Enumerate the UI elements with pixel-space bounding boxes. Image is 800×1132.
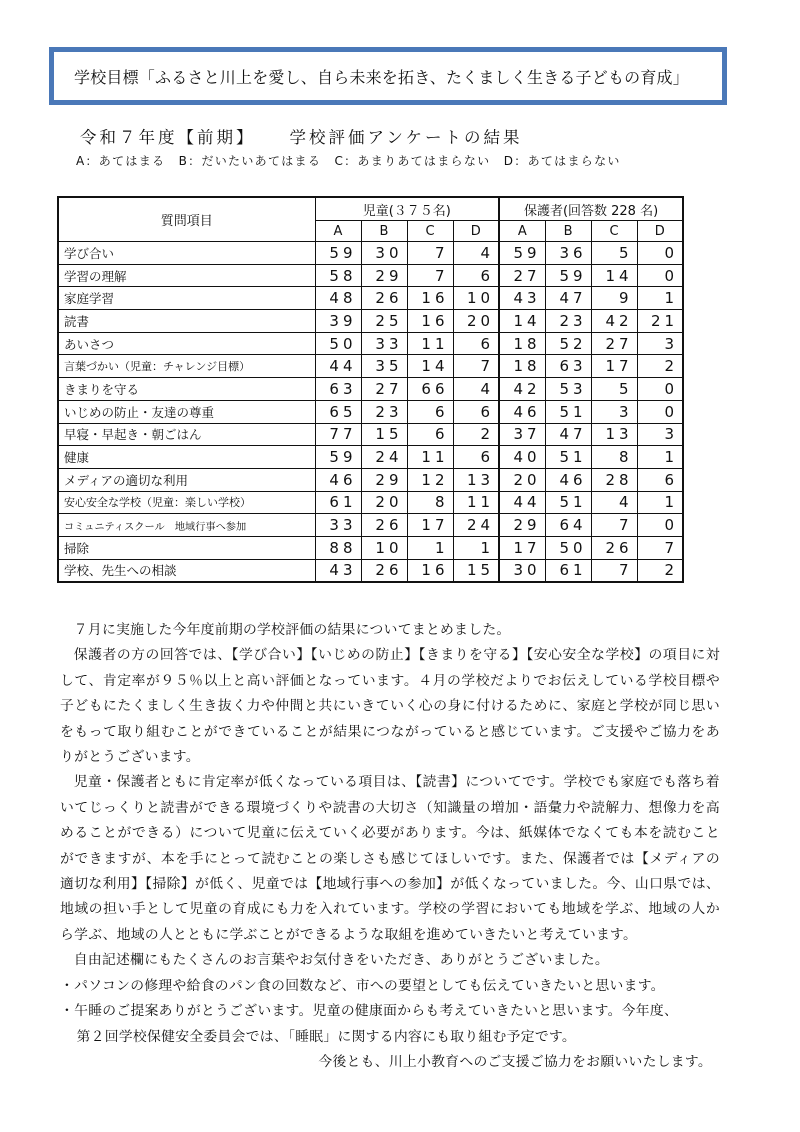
question-item: 読書 [58,310,315,333]
bullet-item: ・パソコンの修理や給食のパン食の回数など、市への要望としても伝えていきたいと思います。 [60,977,665,994]
parents-percent-cell: 1 [637,446,683,469]
children-percent-cell: 11 [407,332,453,355]
parents-percent-cell: 7 [637,536,683,559]
children-percent-cell: 88 [315,536,361,559]
children-percent-cell: 59 [315,446,361,469]
question-item: 学校、先生への相談 [58,559,315,582]
children-percent-cell: 26 [361,287,407,310]
item-column-header: 質問項目 [58,197,315,242]
parents-percent-cell: 21 [637,310,683,333]
table-row [58,491,683,514]
answer-letter-header: D [453,221,499,242]
children-percent-cell: 7 [407,264,453,287]
children-percent-cell: 6 [453,400,499,423]
children-percent-cell: 61 [315,491,361,514]
answer-letter-header: C [591,221,637,242]
children-percent-cell: 7 [407,242,453,265]
parents-percent-cell: 27 [591,332,637,355]
question-item: 学び合い [58,242,315,265]
children-percent-cell: 23 [361,400,407,423]
parents-percent-cell: 29 [499,514,545,537]
summary-text [60,618,720,1075]
table-row [58,310,683,333]
answer-letter-header: B [545,221,591,242]
answer-letter-header: A [499,221,545,242]
title-subject: 学校評価アンケートの結果 [289,128,523,147]
children-percent-cell: 6 [407,423,453,446]
parents-percent-cell: 53 [545,378,591,401]
children-percent-cell: 11 [453,491,499,514]
parents-percent-cell: 37 [499,423,545,446]
table-row [58,423,683,446]
children-percent-cell: 6 [453,264,499,287]
question-item: あいさつ [58,332,315,355]
parents-percent-cell: 17 [591,355,637,378]
children-percent-cell: 66 [407,378,453,401]
parents-percent-cell: 13 [591,423,637,446]
bullet-item: ・午睡のご提案ありがとうございます。児童の健康面からも考えていきたいと思います。今年度、 [60,1003,679,1020]
children-percent-cell: 58 [315,264,361,287]
children-percent-cell: 10 [453,287,499,310]
parents-percent-cell: 5 [591,242,637,265]
children-percent-cell: 12 [407,468,453,491]
answer-letter-header: D [637,221,683,242]
paragraph: 保護者の方の回答では、【学び合い】【いじめの防止】【きまりを守る】【安心安全な学校】の項目に対して、肯定率が９５％以上と高い評価となっています。４月の学校だよりでお伝えしている学校目標や子どもにたくましく生き抜く力や仲間と共にいきていく心の身に付けるために、家庭と学校が同じ思いをもって取り組むことができていることが結果につながっていると感じています。ご支援やご協力をありがとうございます。 [60,647,720,766]
children-percent-cell: 8 [407,491,453,514]
table-row [58,332,683,355]
parents-percent-cell: 42 [591,310,637,333]
children-percent-cell: 24 [361,446,407,469]
question-item: 早寝・早起き・朝ごはん [58,423,315,446]
parents-percent-cell: 51 [545,446,591,469]
children-percent-cell: 77 [315,423,361,446]
children-percent-cell: 29 [361,264,407,287]
answer-letter-header: A [315,221,361,242]
table-row [58,514,683,537]
table-row [58,287,683,310]
parents-percent-cell: 1 [637,491,683,514]
children-percent-cell: 44 [315,355,361,378]
question-item: コミュニティスクール 地域行事へ参加 [58,514,315,537]
children-percent-cell: 11 [407,446,453,469]
question-item: メディアの適切な利用 [58,468,315,491]
table-row [58,355,683,378]
parents-percent-cell: 52 [545,332,591,355]
paragraph: ７月に実施した今年度前期の学校評価の結果についてまとめました。 [73,622,511,638]
children-percent-cell: 59 [315,242,361,265]
parents-percent-cell: 43 [499,287,545,310]
parents-percent-cell: 0 [637,514,683,537]
children-percent-cell: 1 [407,536,453,559]
school-goal-banner [49,47,727,105]
parents-percent-cell: 27 [499,264,545,287]
question-item: きまりを守る [58,378,315,401]
children-percent-cell: 13 [453,468,499,491]
parents-percent-cell: 42 [499,378,545,401]
parents-percent-cell: 18 [499,332,545,355]
page-title [80,124,523,148]
parents-percent-cell: 28 [591,468,637,491]
results-body [58,242,683,583]
parents-percent-cell: 0 [637,264,683,287]
children-percent-cell: 20 [453,310,499,333]
children-percent-cell: 46 [315,468,361,491]
children-percent-cell: 4 [453,242,499,265]
children-percent-cell: 20 [361,491,407,514]
table-row [58,400,683,423]
school-goal-text: 学校目標「ふるさと川上を愛し、自ら未来を拓き、たくましく生きる子どもの育成」 [54,52,722,100]
parents-percent-cell: 1 [637,287,683,310]
parents-percent-cell: 5 [591,378,637,401]
children-group-header: 児童(３７５名) [315,197,499,221]
children-percent-cell: 15 [453,559,499,582]
parents-percent-cell: 7 [591,559,637,582]
parents-percent-cell: 50 [545,536,591,559]
parents-percent-cell: 6 [637,468,683,491]
parents-percent-cell: 3 [637,332,683,355]
parents-percent-cell: 8 [591,446,637,469]
answer-legend: A：あてはまる B：だいたいあてはまる C：あまりあてはまらない D：あてはまらない [76,154,621,168]
children-percent-cell: 50 [315,332,361,355]
children-percent-cell: 30 [361,242,407,265]
children-percent-cell: 2 [453,423,499,446]
children-percent-cell: 39 [315,310,361,333]
children-percent-cell: 17 [407,514,453,537]
children-percent-cell: 1 [453,536,499,559]
children-percent-cell: 16 [407,559,453,582]
parents-percent-cell: 17 [499,536,545,559]
question-item: 健康 [58,446,315,469]
children-percent-cell: 6 [407,400,453,423]
title-term: 令和７年度【前期】 [80,128,256,147]
parents-percent-cell: 64 [545,514,591,537]
parents-percent-cell: 14 [591,264,637,287]
parents-percent-cell: 51 [545,491,591,514]
parents-percent-cell: 47 [545,423,591,446]
children-percent-cell: 25 [361,310,407,333]
closing-line: 今後とも、川上小教育へのご支援ご協力をお願いいたします。 [318,1053,712,1070]
parents-percent-cell: 51 [545,400,591,423]
parents-percent-cell: 9 [591,287,637,310]
parents-percent-cell: 44 [499,491,545,514]
parents-percent-cell: 3 [591,400,637,423]
parents-percent-cell: 61 [545,559,591,582]
parents-percent-cell: 20 [499,468,545,491]
children-percent-cell: 26 [361,514,407,537]
children-percent-cell: 6 [453,332,499,355]
parents-percent-cell: 47 [545,287,591,310]
parents-percent-cell: 2 [637,559,683,582]
question-item: 言葉づかい（児童：チャレンジ目標） [58,355,315,378]
children-percent-cell: 16 [407,287,453,310]
children-percent-cell: 27 [361,378,407,401]
survey-results-table [57,196,684,583]
table-row [58,378,683,401]
parents-percent-cell: 30 [499,559,545,582]
children-percent-cell: 33 [361,332,407,355]
question-item: いじめの防止・友達の尊重 [58,400,315,423]
children-percent-cell: 6 [453,446,499,469]
parents-percent-cell: 23 [545,310,591,333]
answer-letter-header: B [361,221,407,242]
question-item: 家庭学習 [58,287,315,310]
parents-percent-cell: 59 [499,242,545,265]
table-row [58,264,683,287]
children-percent-cell: 26 [361,559,407,582]
parents-percent-cell: 26 [591,536,637,559]
children-percent-cell: 4 [453,378,499,401]
parents-percent-cell: 0 [637,400,683,423]
children-percent-cell: 33 [315,514,361,537]
children-percent-cell: 43 [315,559,361,582]
children-percent-cell: 63 [315,378,361,401]
table-row [58,559,683,582]
parents-percent-cell: 14 [499,310,545,333]
parents-percent-cell: 4 [591,491,637,514]
children-percent-cell: 16 [407,310,453,333]
question-item: 学習の理解 [58,264,315,287]
paragraph: 児童・保護者ともに肯定率が低くなっている項目は、【読書】についてです。学校でも家庭でも落ち着いてじっくりと読書ができる環境づくりや読書の大切さ（知識量の増加・語彙力や読解力、想像力を高めることができる）について児童に伝えていく必要があります。今は、紙媒体でなくても本を読むことができますが、本を手にとって読むことの楽しさも感じてほしいです。また、保護者では【メディアの適切な利用】【掃除】が低く、児童では【地域行事への参加】が低くなっていました。今、山口県では、地域の担い手として児童の育成にも力を入れています。学校の学習においても地域を学ぶ、地域の人から学ぶ、地域の人とともに学ぶことができるような取組を進めていきたいと考えています。 [60,774,720,943]
children-percent-cell: 7 [453,355,499,378]
parents-percent-cell: 46 [545,468,591,491]
parents-percent-cell: 18 [499,355,545,378]
answer-letter-header: C [407,221,453,242]
paragraph: 自由記述欄にもたくさんのお言葉やお気付きをいただき、ありがとうございました。 [73,952,609,969]
children-percent-cell: 35 [361,355,407,378]
children-percent-cell: 65 [315,400,361,423]
parents-percent-cell: 40 [499,446,545,469]
children-percent-cell: 48 [315,287,361,310]
children-percent-cell: 24 [453,514,499,537]
parents-percent-cell: 3 [637,423,683,446]
table-row [58,536,683,559]
children-percent-cell: 29 [361,468,407,491]
parents-percent-cell: 36 [545,242,591,265]
question-item: 安心安全な学校（児童：楽しい学校） [58,491,315,514]
table-row [58,242,683,265]
parents-percent-cell: 0 [637,242,683,265]
children-percent-cell: 15 [361,423,407,446]
parents-percent-cell: 59 [545,264,591,287]
parents-percent-cell: 7 [591,514,637,537]
table-row [58,446,683,469]
table-row [58,468,683,491]
bullet-continuation: 第２回学校保健安全委員会では、「睡眠」に関する内容にも取り組む予定です。 [76,1028,577,1045]
children-percent-cell: 14 [407,355,453,378]
parents-percent-cell: 0 [637,378,683,401]
question-item: 掃除 [58,536,315,559]
parents-group-header: 保護者(回答数 228 名) [499,197,683,221]
parents-percent-cell: 2 [637,355,683,378]
parents-percent-cell: 63 [545,355,591,378]
parents-percent-cell: 46 [499,400,545,423]
children-percent-cell: 10 [361,536,407,559]
